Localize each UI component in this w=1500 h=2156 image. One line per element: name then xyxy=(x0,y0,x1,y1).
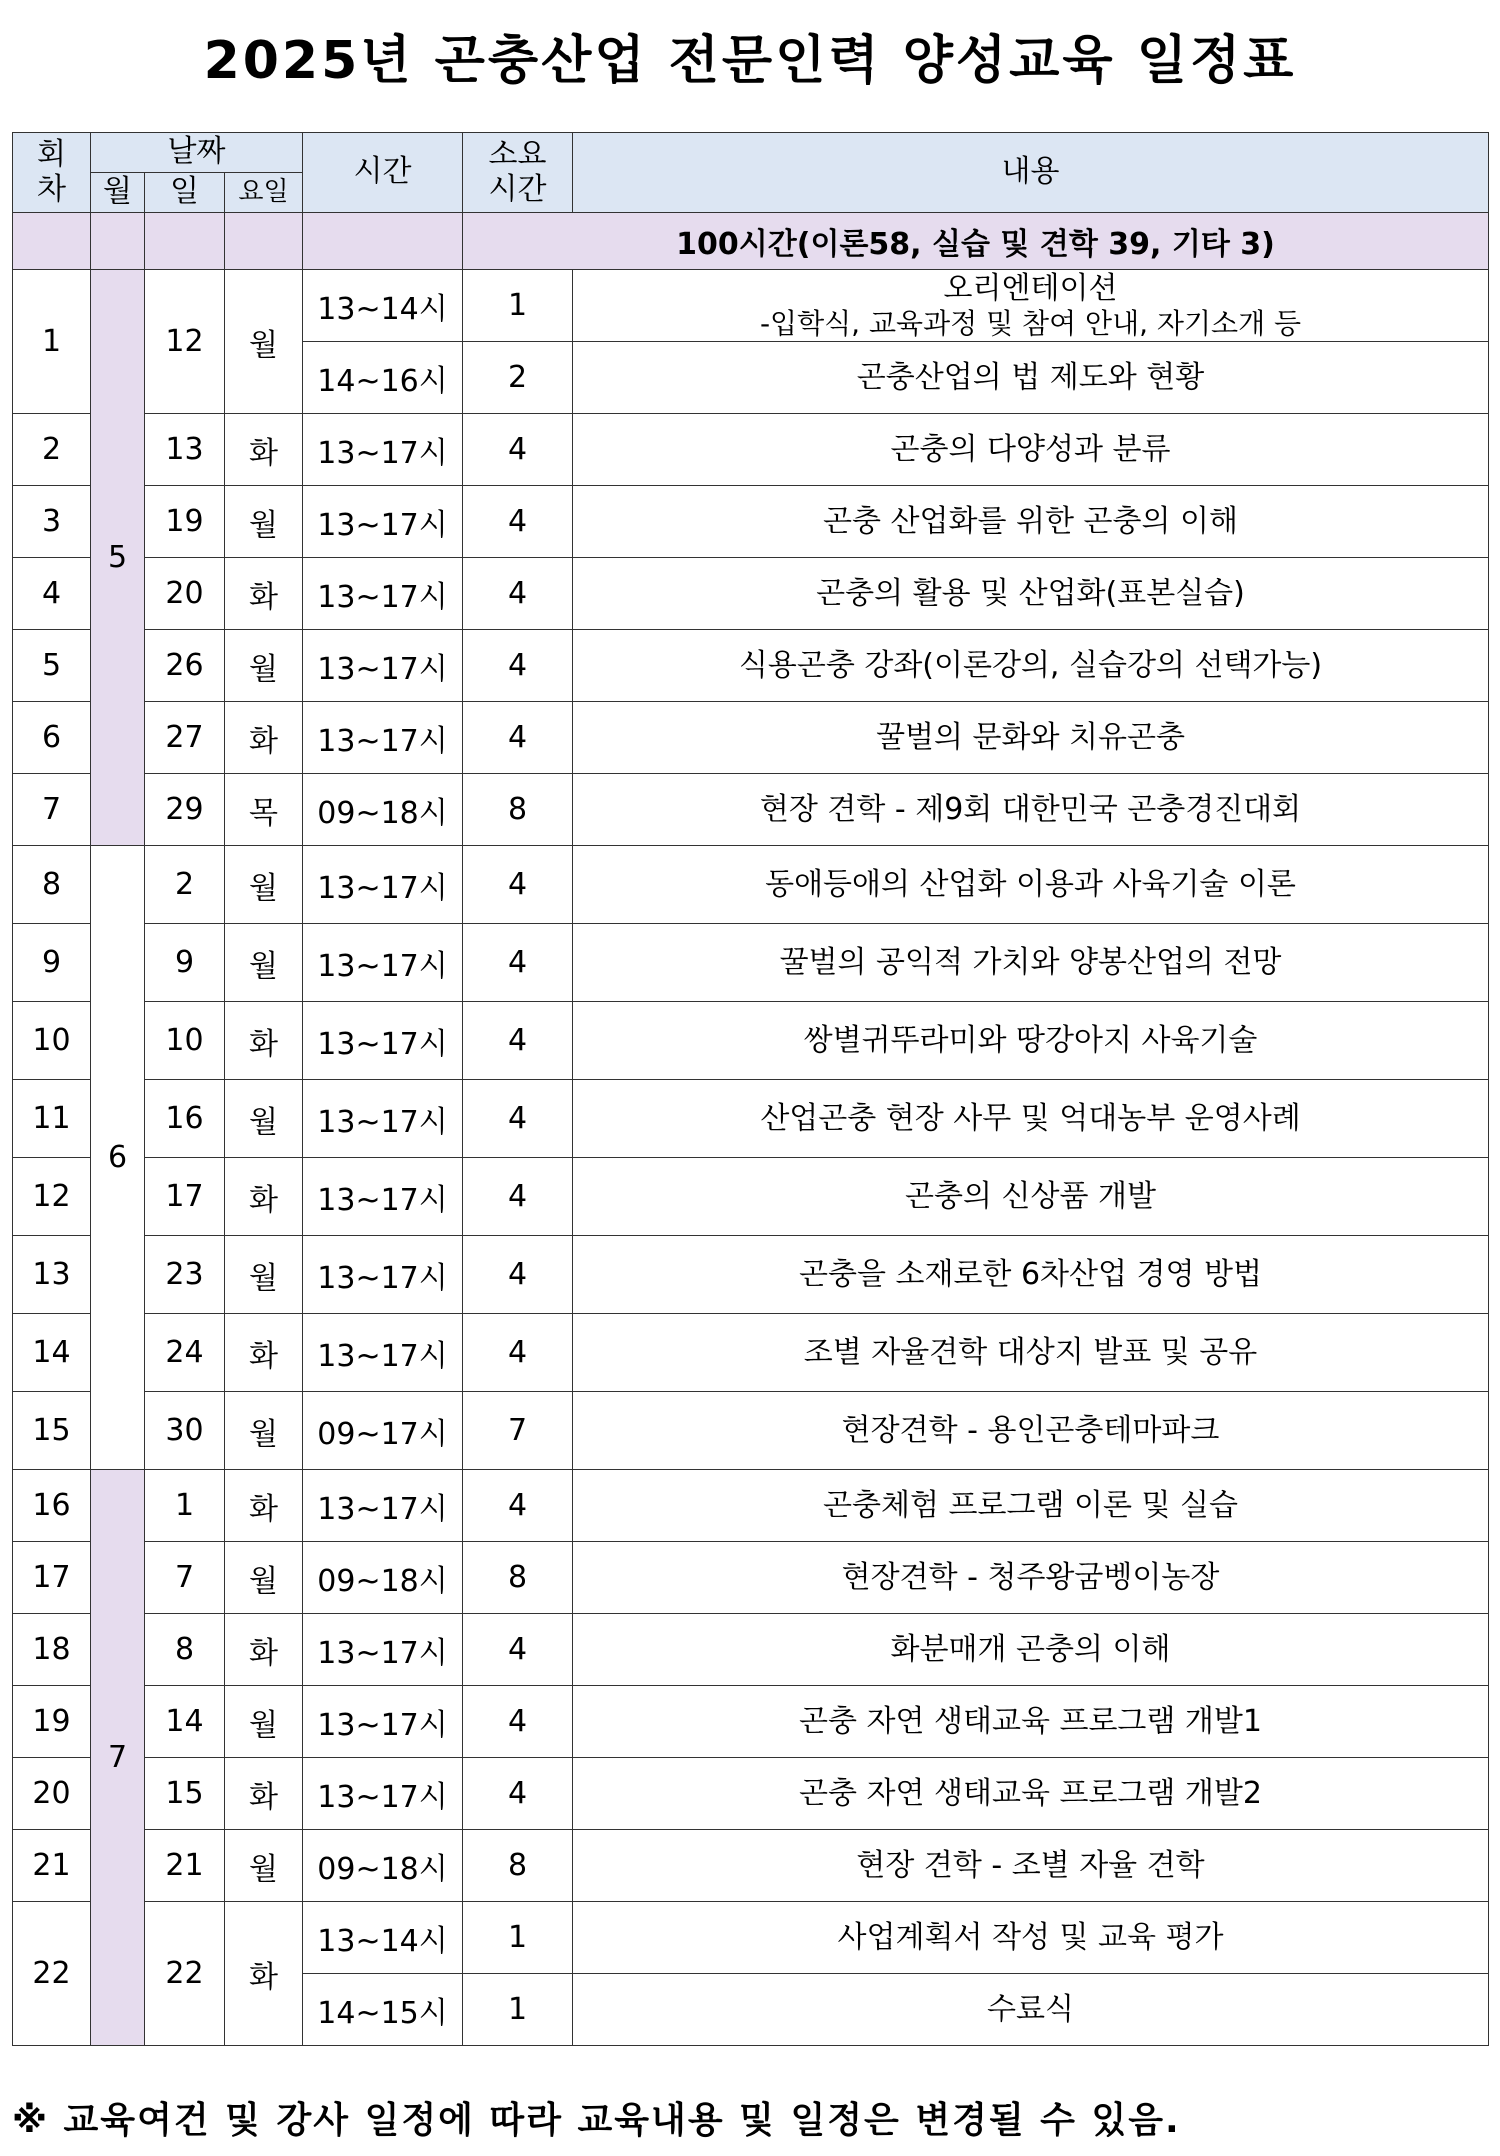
time-cell: 14~16시 xyxy=(303,342,463,414)
round-cell: 11 xyxy=(13,1080,91,1158)
table-row xyxy=(13,1686,1489,1758)
weekday-cell: 월 xyxy=(225,270,303,414)
content-cell: 현장견학 - 용인곤충테마파크 xyxy=(573,1392,1489,1470)
duration-cell: 2 xyxy=(463,342,573,414)
header-month: 월 xyxy=(91,173,145,213)
header-day: 일 xyxy=(145,173,225,213)
weekday-cell: 월 xyxy=(225,630,303,702)
table-row xyxy=(13,1614,1489,1686)
duration-cell: 4 xyxy=(463,1686,573,1758)
duration-cell: 4 xyxy=(463,1470,573,1542)
content-cell: 곤충의 활용 및 산업화(표본실습) xyxy=(573,558,1489,630)
time-cell: 14~15시 xyxy=(303,1974,463,2046)
day-cell: 19 xyxy=(145,486,225,558)
day-cell: 27 xyxy=(145,702,225,774)
content-cell: 곤충 자연 생태교육 프로그램 개발1 xyxy=(573,1686,1489,1758)
table-row xyxy=(13,558,1489,630)
round-cell: 15 xyxy=(13,1392,91,1470)
time-cell: 13~17시 xyxy=(303,1758,463,1830)
table-row xyxy=(13,1236,1489,1314)
content-cell: 곤충의 다양성과 분류 xyxy=(573,414,1489,486)
table-row xyxy=(13,774,1489,846)
time-cell: 13~17시 xyxy=(303,1470,463,1542)
content-cell: 산업곤충 현장 사무 및 억대농부 운영사례 xyxy=(573,1080,1489,1158)
duration-cell: 1 xyxy=(463,1902,573,1974)
time-cell: 13~17시 xyxy=(303,924,463,1002)
time-cell: 13~17시 xyxy=(303,1686,463,1758)
duration-cell: 4 xyxy=(463,1158,573,1236)
day-cell: 12 xyxy=(145,270,225,414)
duration-cell: 4 xyxy=(463,1614,573,1686)
table-row xyxy=(13,414,1489,486)
duration-cell: 8 xyxy=(463,1830,573,1902)
header-weekday: 요일 xyxy=(225,173,303,213)
weekday-cell: 화 xyxy=(225,414,303,486)
day-cell: 13 xyxy=(145,414,225,486)
table-row xyxy=(13,1158,1489,1236)
page-title: 2025년 곤충산업 전문인력 양성교육 일정표 xyxy=(203,31,1297,91)
duration-cell: 4 xyxy=(463,630,573,702)
weekday-cell: 화 xyxy=(225,1470,303,1542)
weekday-cell: 화 xyxy=(225,702,303,774)
weekday-cell: 월 xyxy=(225,846,303,924)
time-cell: 13~17시 xyxy=(303,486,463,558)
day-cell: 8 xyxy=(145,1614,225,1686)
content-cell: 곤충체험 프로그램 이론 및 실습 xyxy=(573,1470,1489,1542)
weekday-cell: 월 xyxy=(225,1080,303,1158)
weekday-cell: 화 xyxy=(225,1758,303,1830)
time-cell: 09~18시 xyxy=(303,1830,463,1902)
content-cell: 현장견학 - 청주왕굼벵이농장 xyxy=(573,1542,1489,1614)
day-cell: 10 xyxy=(145,1002,225,1080)
duration-cell: 8 xyxy=(463,1542,573,1614)
round-cell: 22 xyxy=(13,1902,91,2046)
weekday-cell: 월 xyxy=(225,486,303,558)
duration-cell: 4 xyxy=(463,558,573,630)
table-row xyxy=(13,1392,1489,1470)
round-cell: 21 xyxy=(13,1830,91,1902)
day-cell: 20 xyxy=(145,558,225,630)
content-cell: 화분매개 곤충의 이해 xyxy=(573,1614,1489,1686)
duration-cell: 4 xyxy=(463,1236,573,1314)
time-cell: 13~14시 xyxy=(303,270,463,342)
content-main: 오리엔테이션 xyxy=(943,270,1118,306)
table-row xyxy=(13,1758,1489,1830)
round-cell: 7 xyxy=(13,774,91,846)
duration-cell: 4 xyxy=(463,1002,573,1080)
header-round: 회 차 xyxy=(13,133,91,213)
duration-cell: 4 xyxy=(463,1314,573,1392)
table-row xyxy=(13,1080,1489,1158)
content-cell: 식용곤충 강좌(이론강의, 실습강의 선택가능) xyxy=(573,630,1489,702)
content-cell: 수료식 xyxy=(573,1974,1489,2046)
table-row xyxy=(13,702,1489,774)
day-cell: 30 xyxy=(145,1392,225,1470)
time-cell: 13~17시 xyxy=(303,702,463,774)
table-row xyxy=(13,1902,1489,1974)
weekday-cell: 월 xyxy=(225,1236,303,1314)
day-cell: 17 xyxy=(145,1158,225,1236)
content-cell xyxy=(573,270,1489,342)
duration-cell: 4 xyxy=(463,486,573,558)
weekday-cell: 목 xyxy=(225,774,303,846)
duration-cell: 4 xyxy=(463,702,573,774)
round-cell: 9 xyxy=(13,924,91,1002)
table-row xyxy=(13,486,1489,558)
time-cell: 13~17시 xyxy=(303,630,463,702)
day-cell: 23 xyxy=(145,1236,225,1314)
month-cell: 7 xyxy=(91,1470,145,2046)
weekday-cell: 화 xyxy=(225,1158,303,1236)
day-cell: 21 xyxy=(145,1830,225,1902)
content-cell: 곤충산업의 법 제도와 현황 xyxy=(573,342,1489,414)
content-cell: 조별 자율견학 대상지 발표 및 공유 xyxy=(573,1314,1489,1392)
duration-cell: 4 xyxy=(463,846,573,924)
table-row xyxy=(13,1002,1489,1080)
table-row xyxy=(13,1542,1489,1614)
table-row xyxy=(13,1314,1489,1392)
table-row xyxy=(13,630,1489,702)
table-row xyxy=(13,1830,1489,1902)
header-content: 내용 xyxy=(573,133,1489,213)
weekday-cell: 화 xyxy=(225,1902,303,2046)
round-cell: 16 xyxy=(13,1470,91,1542)
time-cell: 13~17시 xyxy=(303,846,463,924)
round-cell: 18 xyxy=(13,1614,91,1686)
duration-cell: 4 xyxy=(463,414,573,486)
month-cell: 5 xyxy=(91,270,145,846)
duration-cell: 4 xyxy=(463,924,573,1002)
day-cell: 2 xyxy=(145,846,225,924)
duration-cell: 4 xyxy=(463,1080,573,1158)
table-row xyxy=(13,1470,1489,1542)
weekday-cell: 화 xyxy=(225,1614,303,1686)
day-cell: 14 xyxy=(145,1686,225,1758)
time-cell: 13~14시 xyxy=(303,1902,463,1974)
round-cell: 1 xyxy=(13,270,91,414)
content-cell: 곤충의 신상품 개발 xyxy=(573,1158,1489,1236)
content-cell: 곤충 산업화를 위한 곤충의 이해 xyxy=(573,486,1489,558)
content-cell: 곤충 자연 생태교육 프로그램 개발2 xyxy=(573,1758,1489,1830)
day-cell: 26 xyxy=(145,630,225,702)
round-cell: 4 xyxy=(13,558,91,630)
weekday-cell: 월 xyxy=(225,1686,303,1758)
time-cell: 09~17시 xyxy=(303,1392,463,1470)
content-cell: 동애등애의 산업화 이용과 사육기술 이론 xyxy=(573,846,1489,924)
day-cell: 9 xyxy=(145,924,225,1002)
day-cell: 22 xyxy=(145,1902,225,2046)
duration-cell: 1 xyxy=(463,1974,573,2046)
content-detail: -입학식, 교육과정 및 참여 안내, 자기소개 등 xyxy=(759,306,1302,340)
time-cell: 09~18시 xyxy=(303,774,463,846)
weekday-cell: 월 xyxy=(225,924,303,1002)
weekday-cell: 화 xyxy=(225,558,303,630)
weekday-cell: 월 xyxy=(225,1830,303,1902)
total-row xyxy=(13,213,1489,270)
round-cell: 20 xyxy=(13,1758,91,1830)
round-cell: 14 xyxy=(13,1314,91,1392)
content-cell: 곤충을 소재로한 6차산업 경영 방법 xyxy=(573,1236,1489,1314)
schedule-table xyxy=(12,132,1489,2046)
time-cell: 13~17시 xyxy=(303,1236,463,1314)
total-hours: 100시간(이론58, 실습 및 견학 39, 기타 3) xyxy=(463,213,1489,270)
month-cell: 6 xyxy=(91,846,145,1470)
round-cell: 8 xyxy=(13,846,91,924)
header-date: 날짜 xyxy=(91,133,303,173)
day-cell: 1 xyxy=(145,1470,225,1542)
duration-cell: 8 xyxy=(463,774,573,846)
round-cell: 17 xyxy=(13,1542,91,1614)
table-row xyxy=(13,846,1489,924)
time-cell: 13~17시 xyxy=(303,414,463,486)
time-cell: 13~17시 xyxy=(303,1158,463,1236)
time-cell: 13~17시 xyxy=(303,1002,463,1080)
round-cell: 3 xyxy=(13,486,91,558)
duration-cell: 1 xyxy=(463,270,573,342)
round-cell: 12 xyxy=(13,1158,91,1236)
round-cell: 2 xyxy=(13,414,91,486)
round-cell: 13 xyxy=(13,1236,91,1314)
table-row xyxy=(13,270,1489,342)
duration-cell: 7 xyxy=(463,1392,573,1470)
time-cell: 13~17시 xyxy=(303,558,463,630)
weekday-cell: 화 xyxy=(225,1002,303,1080)
round-cell: 19 xyxy=(13,1686,91,1758)
footnote: ※ 교육여건 및 강사 일정에 따라 교육내용 및 일정은 변경될 수 있음. xyxy=(12,2100,1181,2141)
weekday-cell: 화 xyxy=(225,1314,303,1392)
weekday-cell: 월 xyxy=(225,1392,303,1470)
day-cell: 15 xyxy=(145,1758,225,1830)
day-cell: 16 xyxy=(145,1080,225,1158)
content-cell: 꿀벌의 문화와 치유곤충 xyxy=(573,702,1489,774)
header-duration: 소요 시간 xyxy=(463,133,573,213)
content-cell: 쌍별귀뚜라미와 땅강아지 사육기술 xyxy=(573,1002,1489,1080)
day-cell: 24 xyxy=(145,1314,225,1392)
table-row xyxy=(13,924,1489,1002)
time-cell: 09~18시 xyxy=(303,1542,463,1614)
time-cell: 13~17시 xyxy=(303,1614,463,1686)
round-cell: 10 xyxy=(13,1002,91,1080)
weekday-cell: 월 xyxy=(225,1542,303,1614)
round-cell: 6 xyxy=(13,702,91,774)
header-row xyxy=(13,133,1489,173)
round-cell: 5 xyxy=(13,630,91,702)
content-cell: 현장 견학 - 제9회 대한민국 곤충경진대회 xyxy=(573,774,1489,846)
content-cell: 현장 견학 - 조별 자율 견학 xyxy=(573,1830,1489,1902)
content-cell: 사업계획서 작성 및 교육 평가 xyxy=(573,1902,1489,1974)
time-cell: 13~17시 xyxy=(303,1314,463,1392)
day-cell: 7 xyxy=(145,1542,225,1614)
content-cell: 꿀벌의 공익적 가치와 양봉산업의 전망 xyxy=(573,924,1489,1002)
time-cell: 13~17시 xyxy=(303,1080,463,1158)
day-cell: 29 xyxy=(145,774,225,846)
duration-cell: 4 xyxy=(463,1758,573,1830)
header-time: 시간 xyxy=(303,133,463,213)
